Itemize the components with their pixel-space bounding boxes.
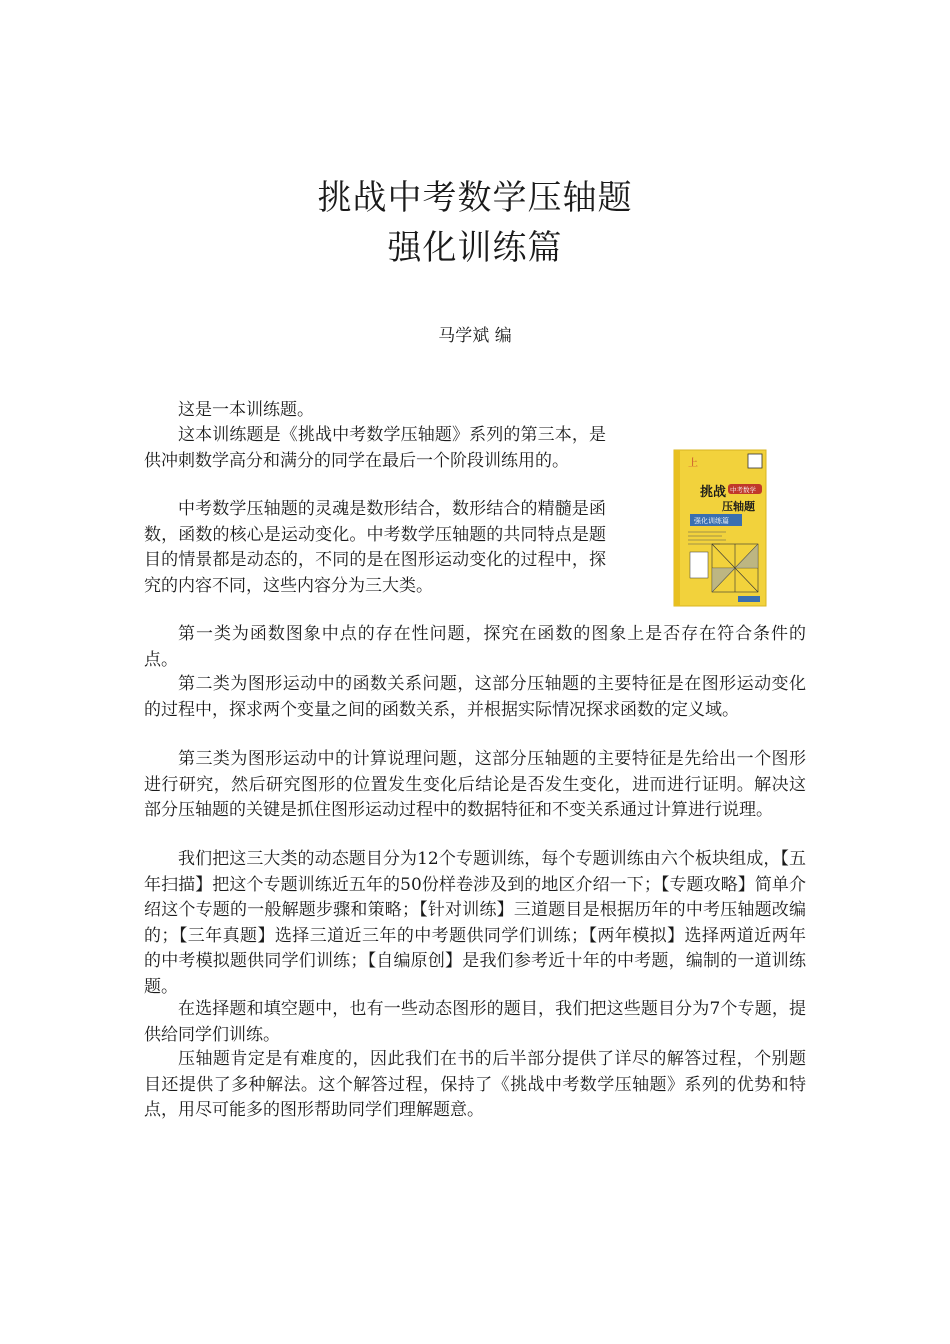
paragraph-1: 这是一本训练题。 — [178, 400, 314, 420]
paragraph-4: 第一类为函数图象中点的存在性问题，探究在函数的图象上是否存在符合条件的点。 — [144, 624, 806, 670]
author-line: 马学斌 编 — [438, 326, 512, 346]
book-cover-image — [672, 448, 768, 608]
book-title-mid: 中考数学 — [730, 486, 756, 494]
paragraph-3: 中考数学压轴题的灵魂是数形结合，数形结合的精髓是函数，函数的核心是运动变化。中考数学压轴题的共同特点是题目的情景都是动态的，不同的是在图形运动变化的过程中，探究的内容不同，这些内容分为三大类。 — [144, 499, 606, 596]
book-title-main: 压轴题 — [722, 500, 755, 513]
paragraph-5: 第二类为图形运动中的函数关系问题，这部分压轴题的主要特征是在图形运动变化的过程中，探求两个变量之间的函数关系，并根据实际情况探求函数的定义域。 — [144, 674, 806, 720]
document-subtitle: 强化训练篇 — [387, 228, 563, 268]
book-subtitle: 强化训练篇 — [694, 517, 729, 525]
paragraph-2: 这本训练题是《挑战中考数学压轴题》系列的第三本，是供冲刺数学高分和满分的同学在最后一个阶段训练用的。 — [144, 425, 606, 471]
paragraph-6: 第三类为图形运动中的计算说理问题，这部分压轴题的主要特征是先给出一个图形进行研究，然后研究图形的位置发生变化后结论是否发生变化，进而进行证明。解决这部分压轴题的关键是抓住图形运动过程中的数据特征和不变关系通过计算进行说理。 — [144, 749, 806, 820]
paragraph-8: 在选择题和填空题中，也有一些动态图形的题目，我们把这些题目分为7个专题，提供给同学们训练。 — [144, 999, 806, 1045]
document-title: 挑战中考数学压轴题 — [317, 178, 633, 218]
book-brand-mark: 上 — [688, 458, 698, 469]
book-title-big: 挑战 — [700, 485, 727, 500]
paragraph-7: 我们把这三大类的动态题目分为12个专题训练，每个专题训练由六个板块组成，【五年扫描】把这个专题训练近五年的50份样卷涉及到的地区介绍一下；【专题攻略】简单介绍这个专题的一般解题步骤和策略；【针对训练】三道题目是根据历年的中考压轴题改编的；【三年真题】选择三道近三年的中考题供同学们训练；【两年模拟】选择两道近两年的中考模拟题供同学们训练；【自编原创】是我们参考近十年的中考题，编制的一道训练题。 — [144, 849, 806, 997]
paragraph-9: 压轴题肯定是有难度的，因此我们在书的后半部分提供了详尽的解答过程，个别题目还提供了多种解法。这个解答过程，保持了《挑战中考数学压轴题》系列的优势和特点，用尽可能多的图形帮助同学们理解题意。 — [144, 1049, 806, 1120]
